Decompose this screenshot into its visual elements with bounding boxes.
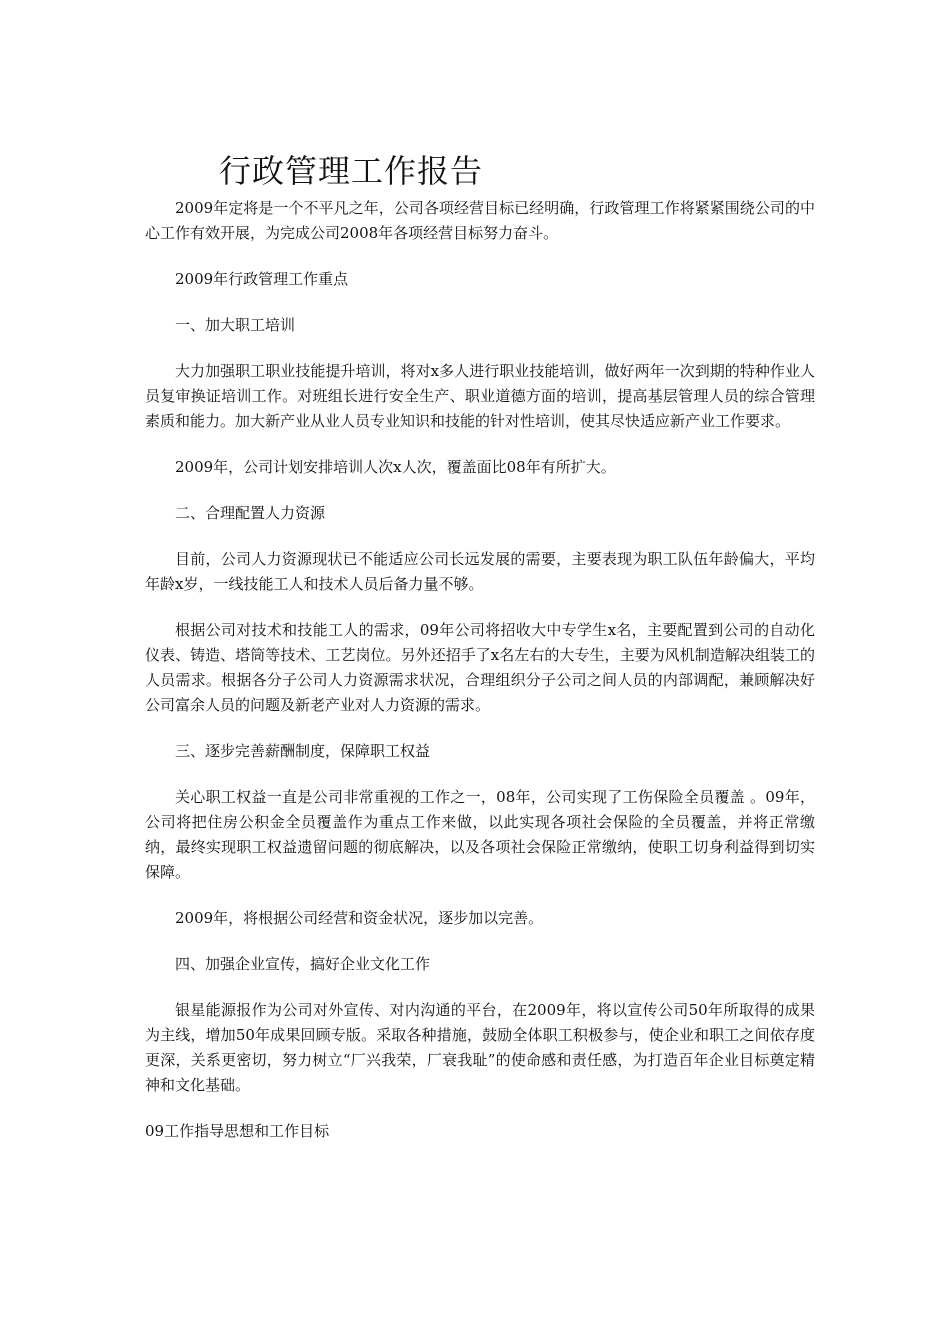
section-heading-training: 一、加大职工培训 <box>175 316 296 334</box>
section-heading-culture: 四、加强企业宣传，搞好企业文化工作 <box>175 955 431 973</box>
section-heading-hr: 二、合理配置人力资源 <box>175 504 326 522</box>
paragraph-intro: 2009年定将是一个不平凡之年，公司各项经营目标已经明确，行政管理工作将紧紧围绕公司的中心工作有效开展，为完成公司2008年各项经营目标努力奋斗。 <box>145 199 815 242</box>
paragraph-hr-status: 目前，公司人力资源现状已不能适应公司长远发展的需要，主要表现为职工队伍年龄偏大，平均年龄x岁，一线技能工人和技术人员后备力量不够。 <box>145 550 815 593</box>
section-heading-focus: 2009年行政管理工作重点 <box>175 270 349 288</box>
paragraph-salary-plan: 2009年，将根据公司经营和资金状况，逐步加以完善。 <box>175 909 544 927</box>
paragraph-culture-detail: 银星能源报作为公司对外宣传、对内沟通的平台，在2009年，将以宣传公司50年所取得的成果为主线，增加50年成果回顾专版。采取各种措施，鼓励全体职工积极参与，使企业和职工之间依存度更深，关系更密切，努力树立“厂兴我荣，厂衰我耻”的使命感和责任感，为打造百年企业目标奠定精神和文化基础。 <box>145 1001 815 1094</box>
paragraph-training-detail: 大力加强职工职业技能提升培训，将对x多人进行职业技能培训，做好两年一次到期的特种作业人员复审换证培训工作。对班组长进行安全生产、职业道德方面的培训，提高基层管理人员的综合管理素质和能力。加大新产业从业人员专业知识和技能的针对性培训，使其尽快适应新产业工作要求。 <box>145 362 815 430</box>
section-heading-guidelines: 09工作指导思想和工作目标 <box>145 1122 330 1140</box>
document-body <box>145 196 815 1165</box>
document-title: 行政管理工作报告 <box>219 152 484 191</box>
paragraph-training-plan: 2009年，公司计划安排培训人次x人次，覆盖面比08年有所扩大。 <box>175 458 616 476</box>
section-heading-salary: 三、逐步完善薪酬制度，保障职工权益 <box>175 742 431 760</box>
paragraph-hr-recruitment: 根据公司对技术和技能工人的需求，09年公司将招收大中专学生x名，主要配置到公司的自动化仪表、铸造、塔筒等技术、工艺岗位。另外还招手了x名左右的大专生，主要为风机制造解决组装工的人员需求。根据各分子公司人力资源需求状况，合理组织分子公司之间人员的内部调配，兼顾解决好公司富余人员的问题及新老产业对人力资源的需求。 <box>145 621 815 714</box>
paragraph-salary-rights: 关心职工权益一直是公司非常重视的工作之一，08年，公司实现了工伤保险全员覆盖 。09年，公司将把住房公积金全员覆盖作为重点工作来做，以此实现各项社会保险的全员覆盖，并将正常缴纳，最终实现职工权益遗留问题的彻底解决，以及各项社会保险正常缴纳，使职工切身利益得到切实保障。 <box>145 788 815 881</box>
